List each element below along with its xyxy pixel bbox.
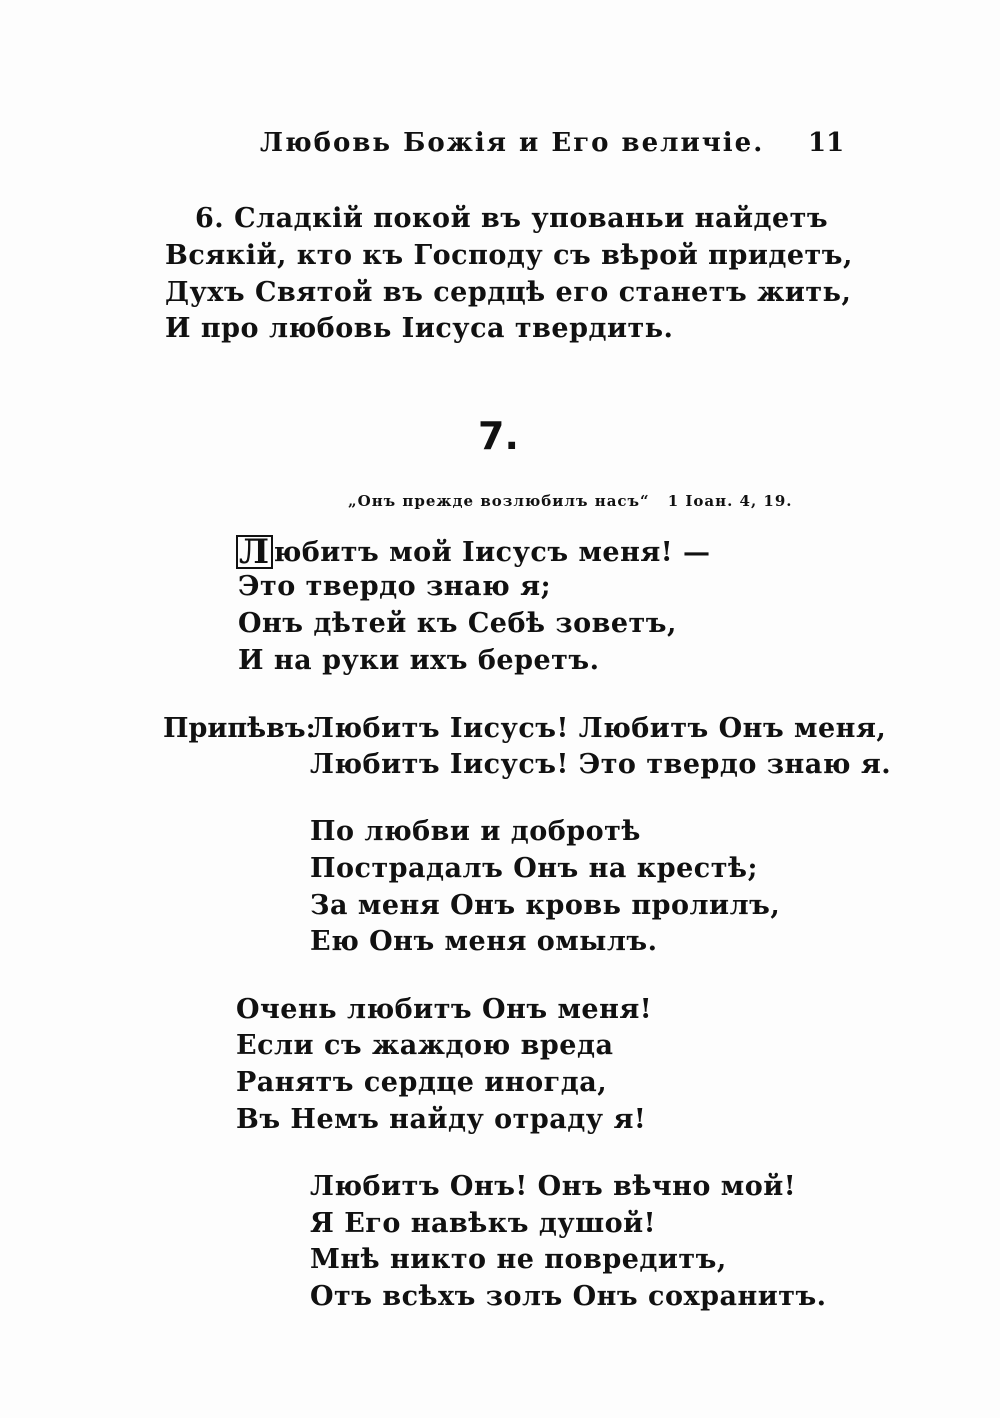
verse-line: Отъ всѣхъ золъ Онъ сохранитъ. — [310, 1281, 827, 1312]
verse-line: Ею Онъ меня омылъ. — [310, 926, 658, 957]
verse-line: Всякій, кто къ Господу съ вѣрой придетъ, — [165, 240, 853, 271]
verse-line — [236, 532, 711, 572]
verse-line: Ранятъ сердце иногда, — [236, 1067, 608, 1098]
epigraph-reference: 1 Іоан. 4, 19. — [667, 492, 793, 510]
verse-line: И на руки ихъ беретъ. — [238, 645, 600, 676]
refrain-label: Припѣвъ: — [163, 713, 316, 744]
verse-line: И про любовь Іисуса твердить. — [165, 313, 674, 344]
verse-line: Любитъ Онъ! Онъ вѣчно мой! — [310, 1171, 797, 1202]
verse-line-text: юбитъ мой Іисусъ меня! — — [273, 537, 711, 568]
verse-line: Въ Немъ найду отраду я! — [236, 1104, 647, 1135]
verse-line: Мнѣ никто не повредитъ, — [310, 1244, 727, 1275]
verse-line: За меня Онъ кровь пролилъ, — [310, 890, 781, 921]
drop-cap: Л — [236, 535, 273, 569]
hymn-number: 7. — [478, 414, 519, 458]
verse-line: Пострадалъ Онъ на крестѣ; — [310, 853, 758, 884]
verse-line: По любви и добротѣ — [310, 816, 641, 847]
page-number: 11 — [808, 128, 845, 158]
verse-line: Это твердо знаю я; — [238, 571, 552, 602]
verse-line: Любитъ Іисусъ! Любитъ Онъ меня, — [310, 713, 887, 744]
verse-line: Я Его навѣкъ душой! — [310, 1208, 657, 1239]
epigraph-quote: „Онъ прежде возлюбилъ насъ“ — [348, 492, 650, 510]
verse-line: Если съ жаждою вреда — [236, 1030, 614, 1061]
running-header-title: Любовь Божія и Его величіе. — [260, 128, 765, 158]
verse-line: Духъ Святой въ сердцѣ его станетъ жить, — [165, 277, 852, 308]
verse-line: Любитъ Іисусъ! Это твердо знаю я. — [310, 749, 892, 780]
verse-line: Очень любитъ Онъ меня! — [236, 994, 653, 1025]
verse-line: 6. Сладкій покой въ упованьи найдетъ — [195, 203, 829, 234]
epigraph — [348, 492, 793, 510]
verse-line: Онъ дѣтей къ Себѣ зоветъ, — [238, 608, 677, 639]
